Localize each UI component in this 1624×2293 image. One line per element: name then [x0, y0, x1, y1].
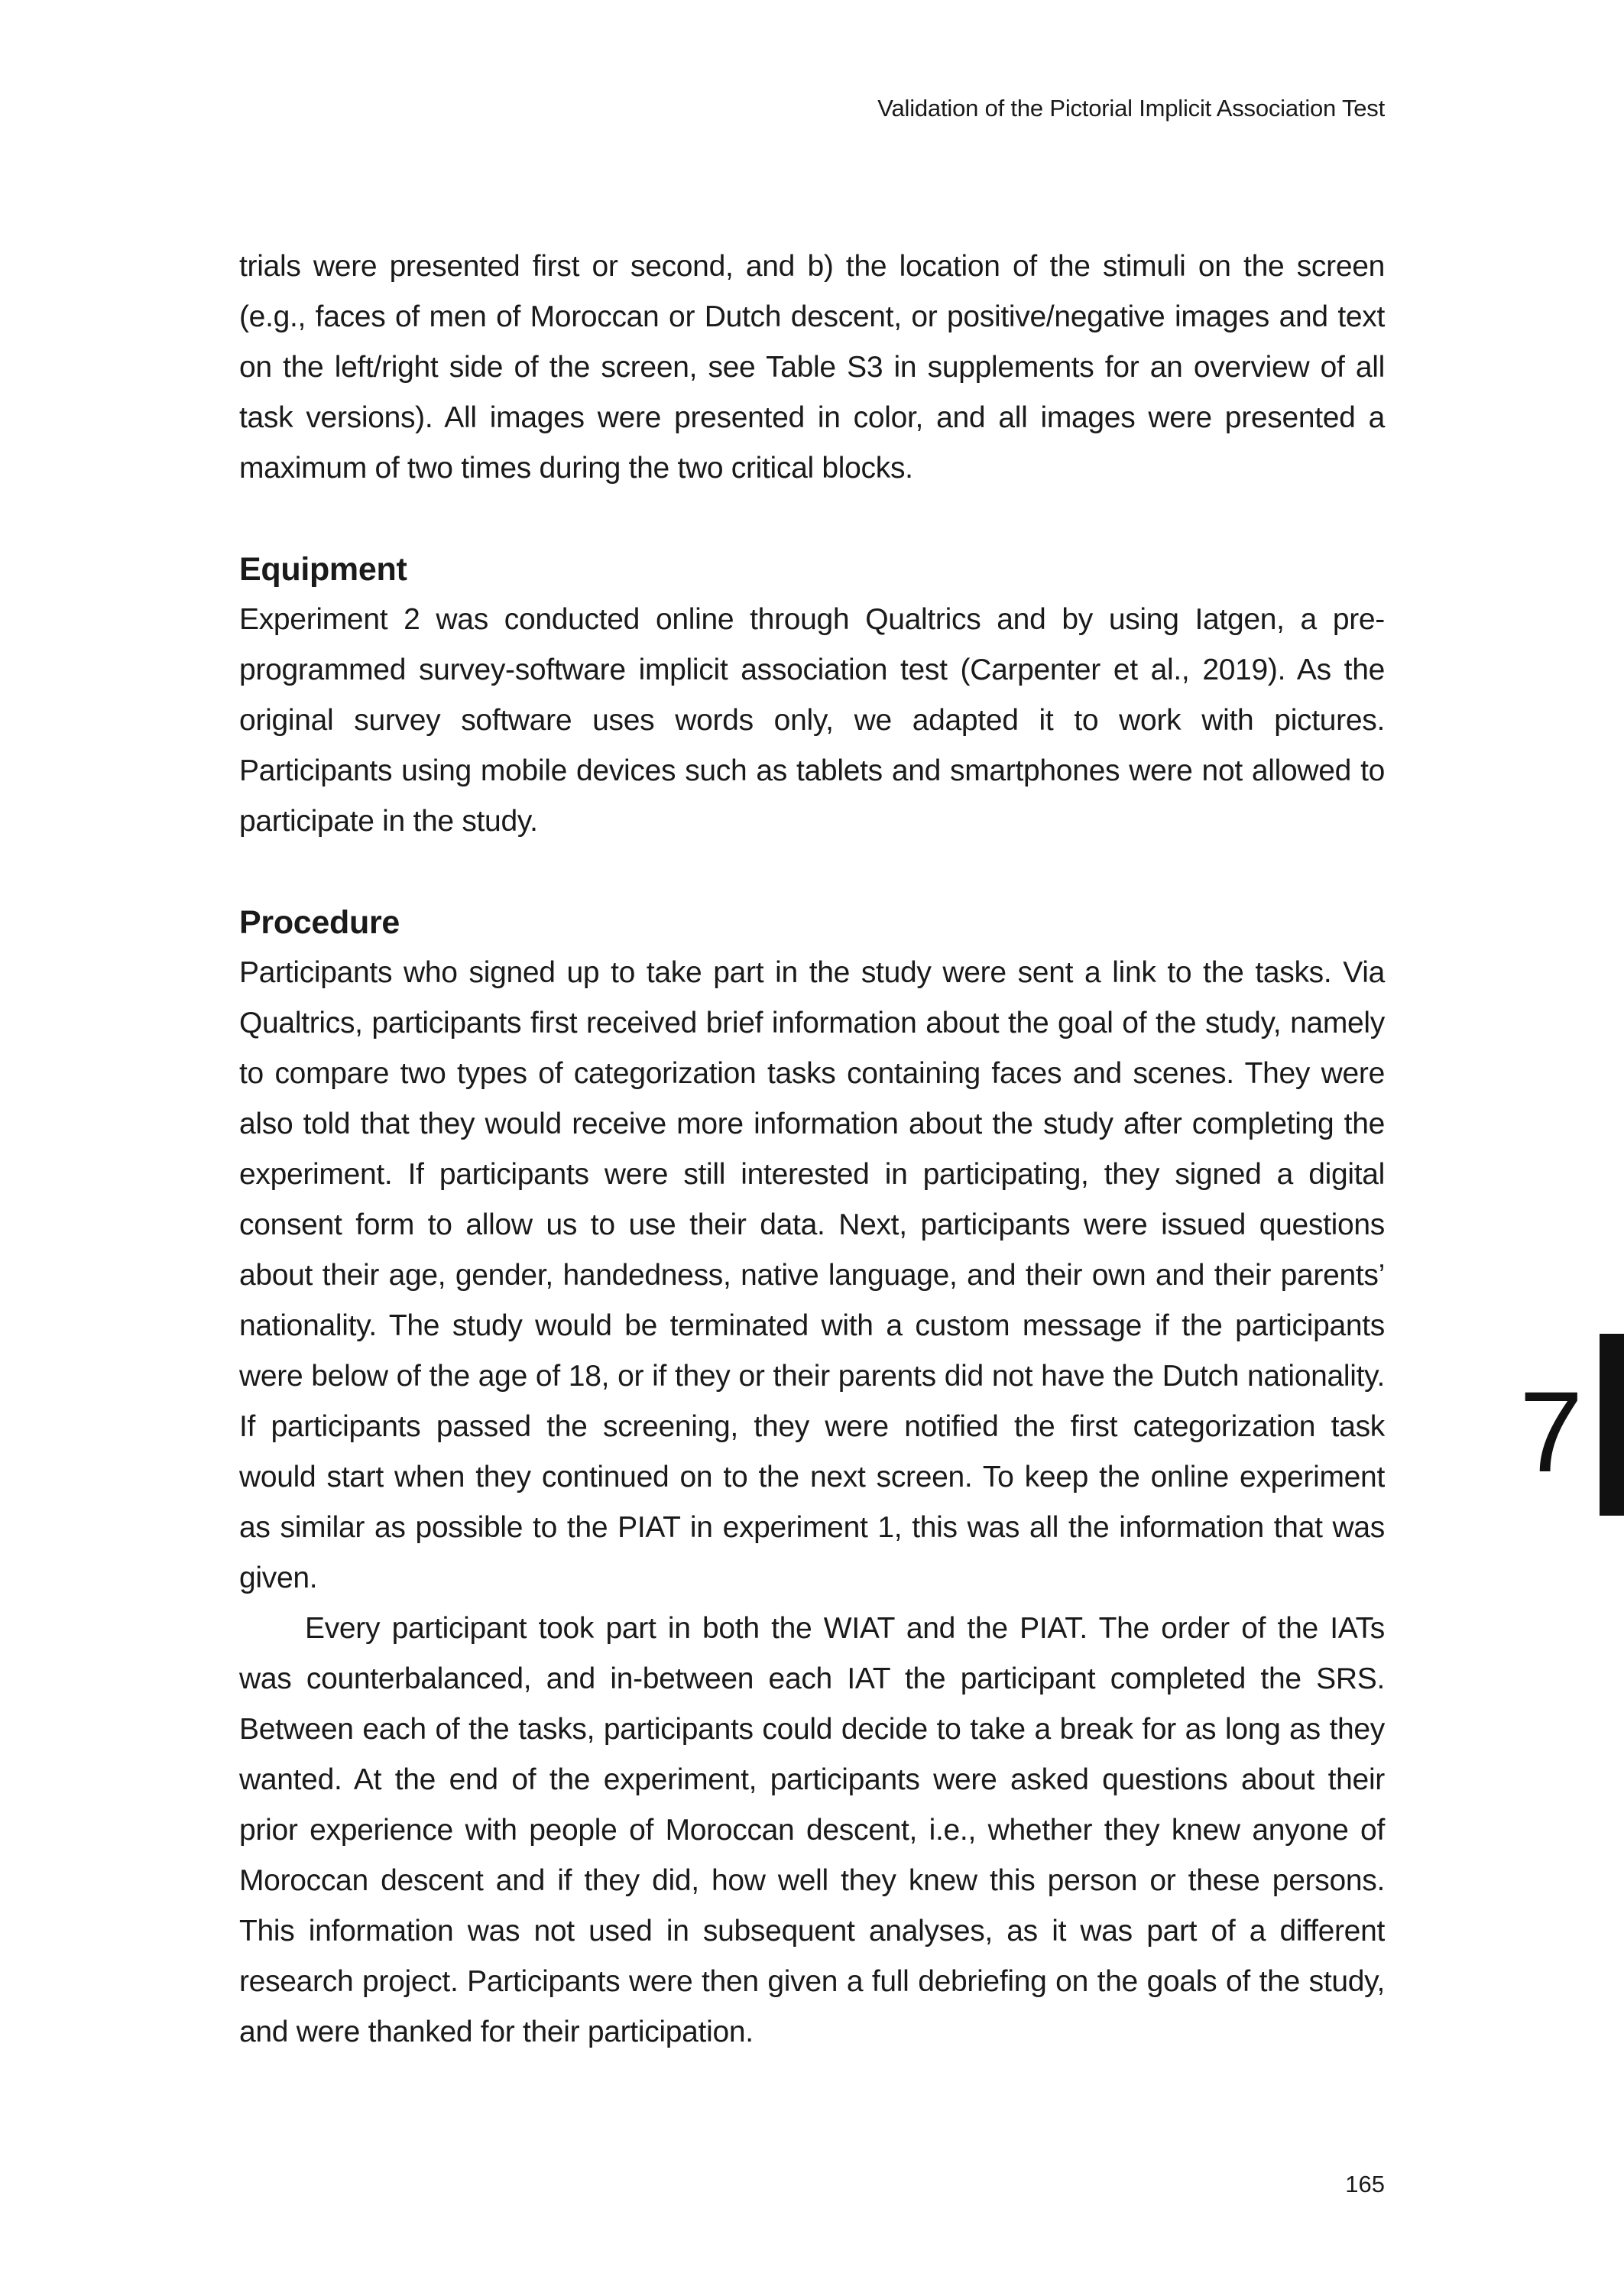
procedure-paragraph-2: Every participant took part in both the WIAT and the PIAT. The order of the IATs was counterbalanced, and in-between each IAT the participant completed the SRS. Between each of the tasks, participants could decide to take a break for as long as they wanted. At the end of the experiment, participants were asked questions about their prior experience with people of Moroccan descent, i.e., whether they knew anyone of Moroccan descent and if they did, how well they knew this person or these persons. This information was not used in subsequent analyses, as it was part of a different research project. Participants were then given a full debriefing on the goals of the study, and were thanked for their participation. — [239, 1612, 1385, 2048]
running-header: Validation of the Pictorial Implicit Association Test — [877, 95, 1385, 122]
procedure-heading: Procedure — [239, 904, 400, 941]
intro-paragraph: trials were presented first or second, and b) the location of the stimuli on the screen (e.g., faces of men of Moroccan or Dutch descent, or positive/negative images and text on the left/right side of the screen, see Table S3 in supplements for an overview of all task versions). All images were presented in color, and all images were presented a maximum of two times during the two critical blocks. — [239, 250, 1385, 485]
chapter-number: 7 — [1519, 1367, 1583, 1496]
section-gap — [239, 494, 1385, 544]
page-number: 165 — [1345, 2171, 1385, 2197]
section-gap — [239, 847, 1385, 897]
equipment-paragraph: Experiment 2 was conducted online through Qualtrics and by using Iatgen, a pre-programmed survey-software implicit association test (Carpenter et al., 2019). As the original survey software uses words only, we adapted it to work with pictures. Participants using mobile devices such as tablets and smartphones were not allowed to participate in the study. — [239, 603, 1385, 838]
chapter-thumb-tab — [1600, 1334, 1624, 1516]
page-body — [239, 242, 1385, 2058]
procedure-paragraph-1: Participants who signed up to take part in the study were sent a link to the tasks. Via Qualtrics, participants first received brief information about the goal of the study, namely to compare two types of categorization tasks containing faces and scenes. They were also told that they would receive more information about the study after completing the experiment. If participants were still interested in participating, they signed a digital consent form to allow us to use their data. Next, participants were issued questions about their age, gender, handedness, native language, and their own and their parents’ nationality. The study would be terminated with a custom message if the participants were below of the age of 18, or if they or their parents did not have the Dutch nationality. If participants passed the screening, they were notified the first categorization task would start when they continued on to the next screen. To keep the online experiment as similar as possible to the PIAT in experiment 1, this was all the information that was given. — [239, 956, 1385, 1594]
equipment-heading: Equipment — [239, 551, 407, 588]
